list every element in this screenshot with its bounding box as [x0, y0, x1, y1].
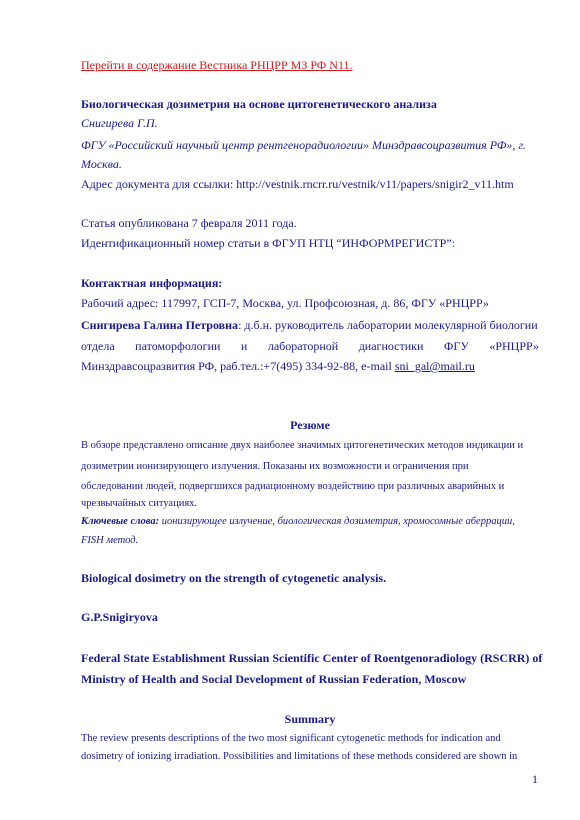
resume-heading: Резюме [290, 418, 330, 432]
person-name: Снигирева Галина Петровна [81, 318, 239, 332]
resume-line: дозиметрии ионизирующего излучения. Показаны их возможности и ограничения при [81, 461, 469, 472]
dept-word: ФГУ [443, 339, 469, 353]
summary-line: dosimetry of ionizing irradiation. Possibilities and limitations of these methods considered are shown in [81, 751, 518, 762]
keywords [81, 514, 539, 529]
registry-id: Идентификационный номер статьи в ФГУП НТЦ “ИНФОРМРЕГИСТР”: [81, 236, 455, 250]
keywords-text: ионизирующее излучение, биологическая дозиметрия, хромосомные аберрации, [159, 516, 515, 527]
keywords-label: Ключевые слова: [81, 516, 160, 527]
summary-heading: Summary [284, 712, 336, 726]
summary-line: The review presents descriptions of the two most significant cytogenetic methods for indication and [81, 733, 501, 744]
english-affiliation-continued: Ministry of Health and Social Development of Russian Federation, Moscow [81, 672, 467, 686]
english-author: G.P.Snigiryova [81, 610, 158, 624]
article-title: Биологическая дозиметрия на основе цитогенетического анализа [81, 97, 437, 111]
resume-line: чрезвычайных ситуациях. [81, 498, 198, 509]
keywords-continued: FISH метод. [81, 535, 139, 546]
dept-word: отдела [81, 339, 115, 353]
contact-department [81, 339, 539, 354]
article-author: Снигирева Г.П. [81, 116, 158, 130]
person-description: : д.б.н. руководитель лаборатории молекулярной биологии [238, 318, 538, 332]
resume-line: обследовании людей, подвергшихся радиационному воздействию при различных аварийных и [81, 481, 505, 492]
english-title: Biological dosimetry on the strength of cytogenetic analysis. [81, 571, 387, 585]
contact-phone-email [81, 359, 539, 374]
dept-word: диагностики [358, 339, 424, 353]
dept-word: «РНЦРР» [489, 339, 539, 353]
address-url[interactable]: http://vestnik.rncrr.ru/vestnik/v11/papers/snigir2_v11.htm [236, 177, 514, 191]
phone-text: Минздравсоцразвития РФ, раб.тел.:+7(495) 334-92-88, e-mail [81, 359, 395, 373]
address-label: Адрес документа для ссылки: [81, 177, 234, 191]
article-affiliation [81, 138, 539, 153]
publication-date: Статья опубликована 7 февраля 2011 года. [81, 216, 297, 230]
contact-heading: Контактная информация: [81, 276, 223, 290]
english-affiliation: Federal State Establishment Russian Scientific Center of Roentgenoradiology (RSCRR) of [81, 651, 543, 665]
address-line [81, 177, 539, 192]
affiliation-text: ФГУ «Российский научный центр рентгенорадиологии» Минздравсоцразвития РФ», г. [81, 138, 526, 152]
work-address: Рабочий адрес: 117997, ГСП-7, Москва, ул. Профсоюзная, д. 86, ФГУ «РНЦРР» [81, 296, 489, 310]
contact-person [81, 318, 539, 333]
dept-word: лабораторной [267, 339, 339, 353]
contents-link[interactable]: Перейти в содержание Вестника РНЦРР МЗ РФ N11. [81, 58, 353, 72]
dept-word: патоморфологии [135, 339, 221, 353]
resume-line: В обзоре представлено описание двух наиболее значимых цитогенетических методов индикации и [81, 440, 524, 451]
dept-word: и [240, 339, 248, 353]
email-link[interactable]: sni_gal@mail.ru [394, 359, 475, 373]
article-affiliation-city: Москва. [81, 157, 122, 171]
page-number: 1 [532, 772, 538, 786]
